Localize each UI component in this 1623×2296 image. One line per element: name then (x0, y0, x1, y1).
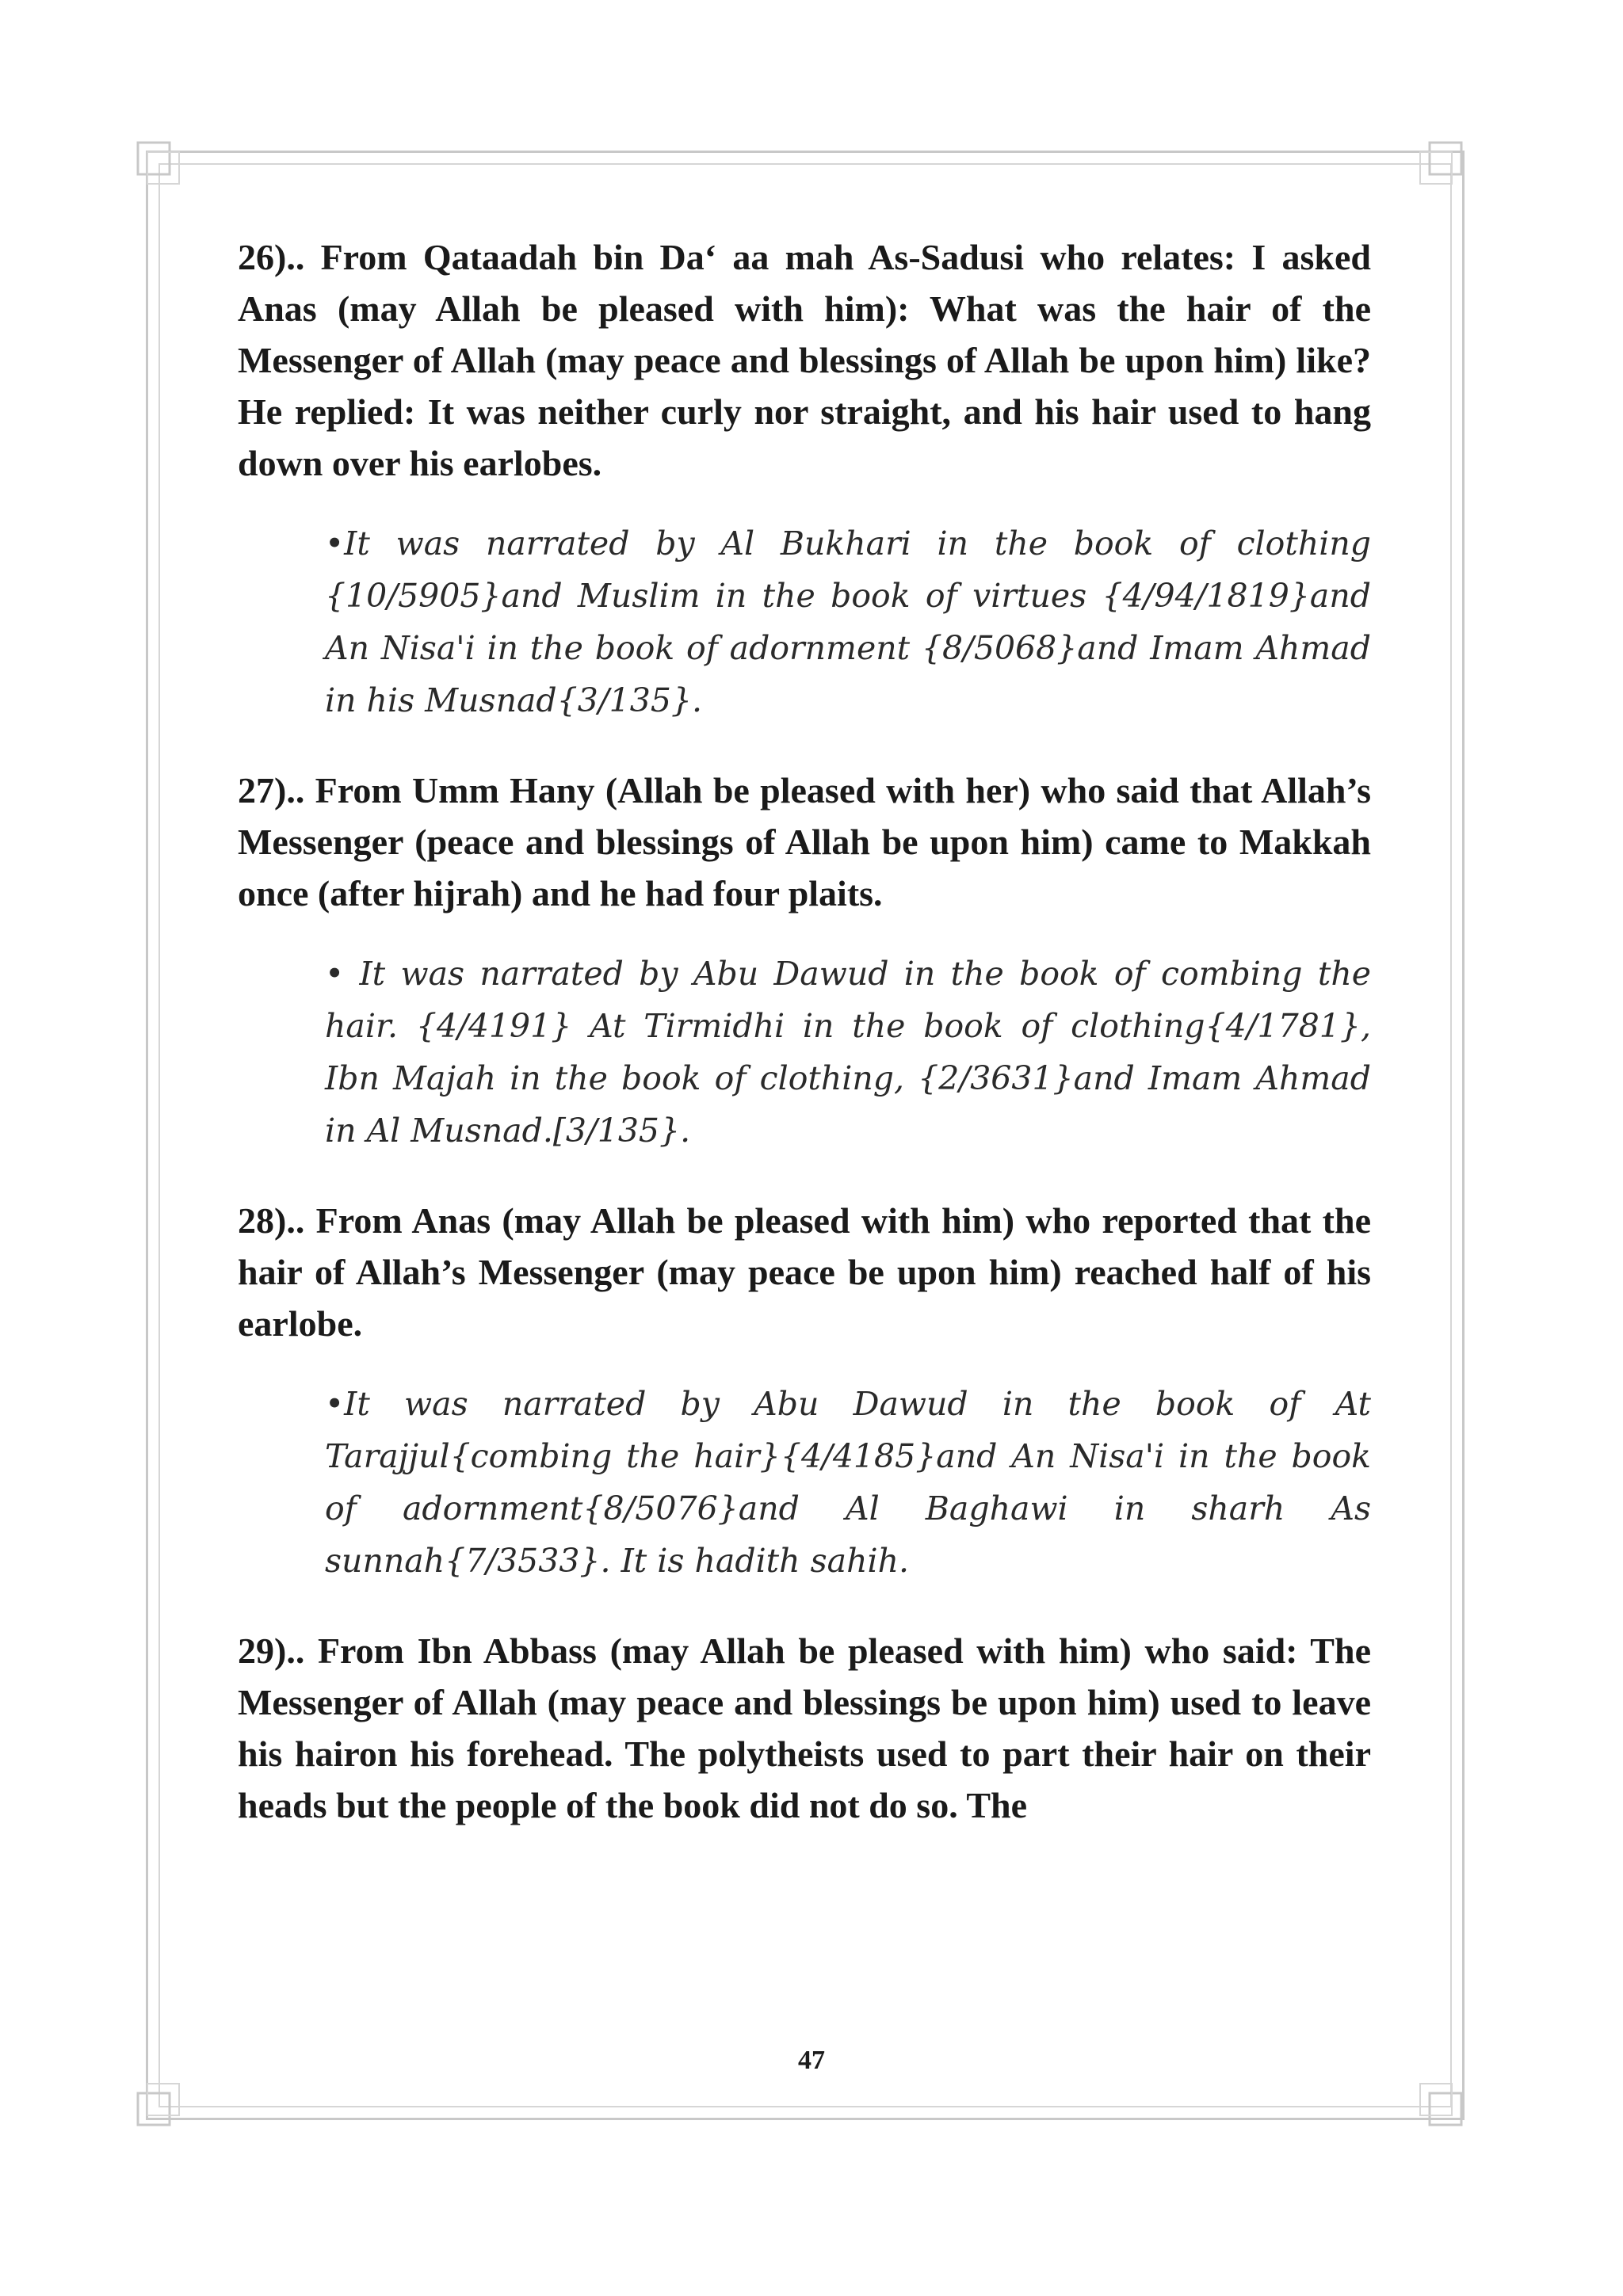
hadith-27-text: 27).. From Umm Hany (Allah be pleased with her) who said that Allah’s Messenger (peace and blessings of Allah be upon him) came to Makkah once (after hijrah) and he had four plaits. (238, 770, 1371, 913)
hadith-26-text: 26).. From Qataadah bin Da‘ aa mah As-Sadusi who relates: I asked Anas (may Allah be pleased with him): What was the hair of the Messenger of Allah (may peace and blessings of Allah be upon him) like? He replied: It was neither curly nor straight, and his hair used to hang down over his earlobes. (238, 237, 1371, 483)
hadith-26-reference: •It was narrated by Al Bukhari in the book of clothing {10/5905}and Muslim in the book of virtues {4/94/1819}and An Nisa'i in the book of adornment {8/5068}and Imam Ahmad in his Musnad{3/135}. (325, 524, 1371, 719)
page-content (238, 231, 1371, 1831)
hadith-28-text: 28).. From Anas (may Allah be pleased with him) who reported that the hair of Allah’s Messenger (may peace be upon him) reached half of his earlobe. (238, 1200, 1371, 1344)
page-number: 47 (798, 2046, 825, 2075)
hadith-28-reference: •It was narrated by Abu Dawud in the book of At Tarajjul{combing the hair}{4/4185}and An Nisa'i in the book of adornment{8/5076}and Al Baghawi in sharh As sunnah{7/3533}. It is hadith sahih. (325, 1385, 1371, 1580)
corner-ornament-bottom-right (1417, 2081, 1465, 2128)
corner-ornament-top-left (135, 139, 182, 187)
corner-ornament-bottom-left (135, 2081, 182, 2128)
corner-ornament-top-right (1417, 139, 1465, 187)
hadith-27-reference: • It was narrated by Abu Dawud in the book of combing the hair. {4/4191} At Tirmidhi in the book of clothing{4/1781}, Ibn Majah in the book of clothing, {2/3631}and Imam Ahmad in Al Musnad.[3/135}. (325, 955, 1371, 1150)
hadith-29-text: 29).. From Ibn Abbass (may Allah be pleased with him) who said: The Messenger of Allah (may peace and blessings be upon him) used to leave his hairon his forehead. The polytheists used to part their hair on their heads but the people of the book did not do so. The (238, 1630, 1371, 1825)
